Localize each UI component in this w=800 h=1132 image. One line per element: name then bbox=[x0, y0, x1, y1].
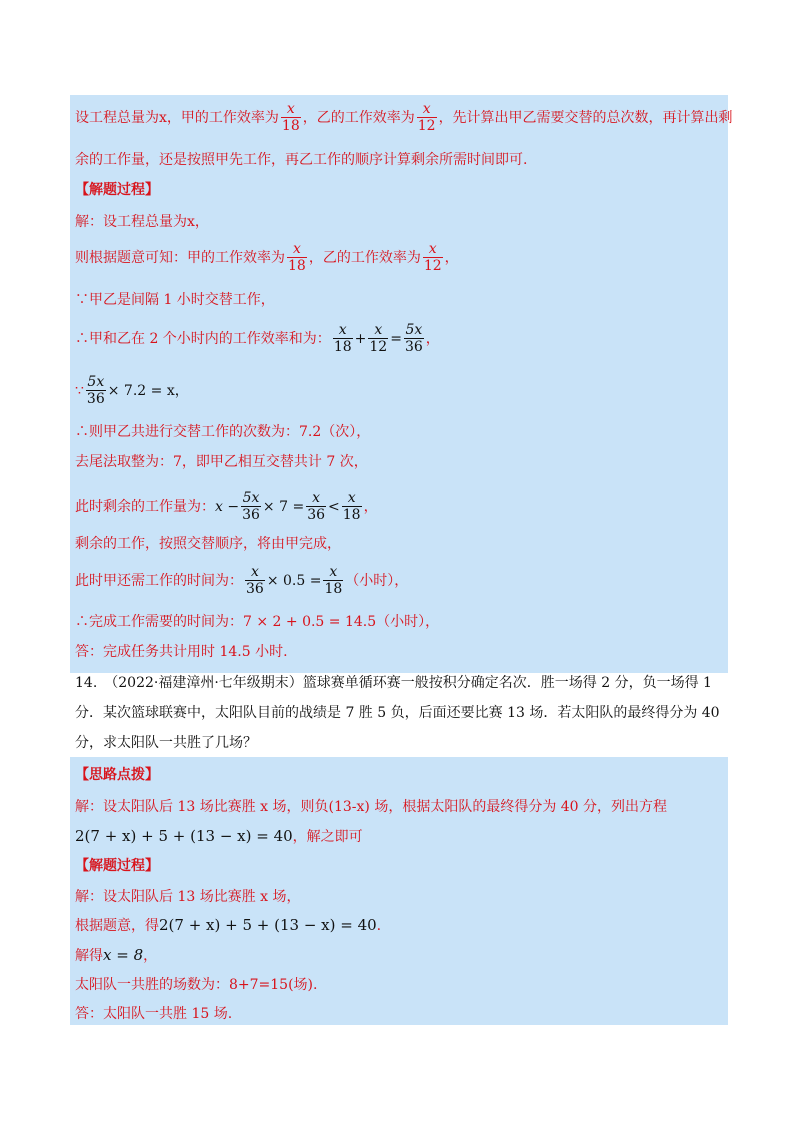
q14-solution-answer: 答：太阳队一共胜 15 场. bbox=[75, 1006, 233, 1022]
hint-line-2: 2(7 + x) + 5 + (13 − x) = 40，解之即可 bbox=[75, 827, 363, 845]
question-14-line-3: 分，求太阳队一共胜了几场？ bbox=[75, 735, 257, 751]
hint-line-1: 解：设太阳队后 13 场比赛胜 x 场，则负(13-x) 场，根据太阳队的最终得分为 40 分，列出方程 bbox=[75, 799, 668, 815]
fraction-x-over-12: $\frac{x}{12}$ bbox=[369, 322, 388, 355]
fraction-5x-over-36: $\frac{5x}{36}$ bbox=[86, 374, 105, 407]
intro-line-1: 设工程总量为x，甲的工作效率为 $\frac{x}{18}$ ，乙的工作效率为 $\frac{x}{12}$ ，先计算出甲乙需要交替的总次数，再计算出剩 bbox=[75, 101, 733, 134]
solution-step-2: 则根据题意可知：甲的工作效率为 $\frac{x}{18}$ ，乙的工作效率为 $\frac{x}{12}$ ， bbox=[75, 241, 459, 274]
fraction-x-over-18: $\frac{x}{18}$ bbox=[281, 101, 300, 134]
solution-step-1: 解：设工程总量为x， bbox=[75, 214, 209, 230]
fraction-x-over-36: $\frac{x}{36}$ bbox=[307, 490, 326, 523]
q14-solution-step-3: 解得x = 8， bbox=[75, 946, 158, 964]
solution-step-9: 剩余的工作，按照交替顺序，将由甲完成， bbox=[75, 536, 341, 552]
solution-heading: 【解题过程】 bbox=[75, 182, 159, 198]
solution-step-3: ∵甲乙是间隔 1 小时交替工作， bbox=[75, 292, 275, 308]
fraction-x-over-12: $\frac{x}{12}$ bbox=[423, 241, 442, 274]
hint-equation: 2(7 + x) + 5 + (13 − x) = 40 bbox=[75, 827, 293, 845]
q14-solution-step-2: 根据题意，得2(7 + x) + 5 + (13 − x) = 40. bbox=[75, 916, 382, 934]
intro-line-2: 余的工作量，还是按照甲先工作，再乙工作的顺序计算剩余所需时间即可. bbox=[75, 152, 528, 168]
fraction-x-over-18: $\frac{x}{18}$ bbox=[324, 564, 343, 597]
solution-step-4: ∴甲和乙在 2 个小时内的工作效率和为： $\frac{x}{18}$ + $\frac{x}{12}$ = $\frac{5x}{36}$ ， bbox=[75, 322, 440, 355]
q14-solution-heading: 【解题过程】 bbox=[75, 858, 159, 874]
solution-step-7: 去尾法取整为：7，即甲乙相互交替共计 7 次， bbox=[75, 454, 368, 470]
fraction-x-over-18: $\frac{x}{18}$ bbox=[333, 322, 352, 355]
q14-equation: 2(7 + x) + 5 + (13 − x) = 40 bbox=[159, 916, 377, 934]
solution-step-8: 此时剩余的工作量为：x − $\frac{5x}{36}$ × 7 = $\frac{x}{36}$ < $\frac{x}{18}$ ， bbox=[75, 490, 378, 523]
fraction-5x-over-36: $\frac{5x}{36}$ bbox=[242, 490, 260, 523]
question-14-line-2: 分．某次篮球联赛中，太阳队目前的战绩是 7 胜 5 负，后面还要比赛 13 场．若太阳队的最终得分为 40 bbox=[75, 705, 720, 721]
solution-step-6: ∴则甲乙共进行交替工作的次数为：7.2（次）， bbox=[75, 424, 371, 440]
q14-solution-step-4: 太阳队一共胜的场数为：8+7=15(场). bbox=[75, 977, 318, 993]
fraction-x-over-18: $\frac{x}{18}$ bbox=[342, 490, 361, 523]
solution-step-10: 此时甲还需工作的时间为： $\frac{x}{36}$ × 0.5 = $\frac{x}{18}$ （小时）， bbox=[75, 564, 409, 597]
q14-solution-step-1: 解：设太阳队后 13 场比赛胜 x 场， bbox=[75, 889, 301, 905]
solution-answer: 答：完成任务共计用时 14.5 小时. bbox=[75, 644, 288, 660]
solution-step-5: ∵ $\frac{5x}{36}$ × 7.2 = x， bbox=[75, 374, 189, 407]
fraction-x-over-36: $\frac{x}{36}$ bbox=[246, 564, 264, 597]
solution-step-11: ∴完成工作需要的时间为：7 × 2 + 0.5 = 14.5（小时）， bbox=[75, 614, 440, 630]
fraction-x-over-12: $\frac{x}{12}$ bbox=[417, 101, 436, 134]
fraction-x-over-18: $\frac{x}{18}$ bbox=[288, 241, 306, 274]
question-14-line-1: 14. （2022·福建漳州·七年级期末）篮球赛单循环赛一般按积分确定名次．胜一场得 2 分，负一场得 1 bbox=[75, 675, 712, 691]
hint-heading: 【思路点拨】 bbox=[75, 767, 159, 783]
fraction-5x-over-36: $\frac{5x}{36}$ bbox=[404, 322, 423, 355]
